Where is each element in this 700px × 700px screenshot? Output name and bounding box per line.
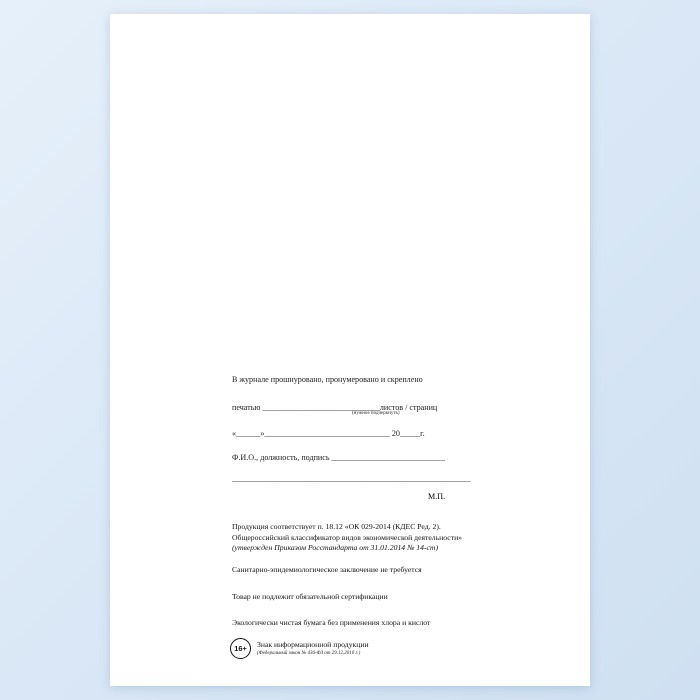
sanitary-note: Санитарно-эпидемиологическое заключение не требуется [232, 565, 422, 574]
certification-blank-line: ___________________________________________________________ [232, 474, 471, 483]
stamp-place-label: М.П. [428, 492, 446, 501]
information-mark-text [257, 640, 369, 658]
certification-signature-line: Ф.И.О., должность, подпись ____________________________ [232, 453, 445, 462]
certification-date-line: «______»_______________________________ 20_____г. [232, 429, 425, 438]
age-rating-badge: 16+ [230, 638, 251, 659]
certification-line-2-note: (нужное подчеркнуть) [352, 411, 400, 416]
information-mark-row [230, 638, 550, 659]
product-compliance-line-1: Продукция соответствует п. 18.12 «ОК 029-2014 (КДЕС Ред. 2). [232, 522, 441, 531]
page-content [110, 14, 590, 686]
information-mark-title: Знак информационной продукции [257, 639, 369, 649]
product-compliance-line-2: Общероссийский классификатор видов экономической деятельности» [232, 532, 463, 542]
certification-line-2: печатью _____________________________листов / страниц [232, 403, 438, 412]
certification-note: Товар не подлежит обязательной сертификации [232, 592, 388, 601]
ecology-note: Экологически чистая бумага без применения хлора и кислот [232, 618, 431, 627]
information-mark-subtitle: (Федеральный закон № 436-ФЗ от 29.12.2010 г.) [257, 650, 361, 656]
document-page [110, 14, 590, 686]
certification-line-1: В журнале прошнуровано, пронумеровано и скреплено [232, 375, 423, 384]
product-compliance-note [232, 522, 542, 554]
product-compliance-line-3: (утвержден Приказом Росстандарта от 31.01.2014 № 14-ст) [232, 543, 439, 552]
